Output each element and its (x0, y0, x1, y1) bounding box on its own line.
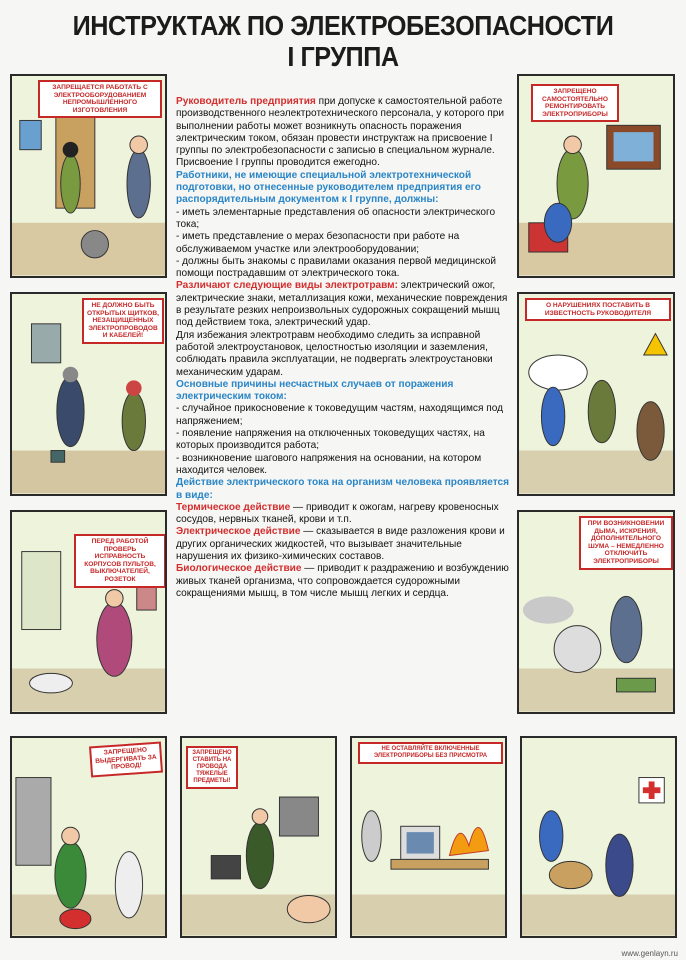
warning-sign: ПЕРЕД РАБОТОЙ ПРОВЕРЬ ИСПРАВНОСТЬ КОРПУСОВ ПУЛЬТОВ, ВЫКЛЮЧАТЕЛЕЙ, РОЗЕТОК (74, 534, 166, 588)
supervisor-body: при допуске к самостоятельной работе производственного неэлектротехнического персонала, у которого при выполнении работы может возникнуть опасность поражения электрическим током, обязан провести инструктаж на присвоение I группы по электробезопасности с записью в специальном журнале. Присвоение I группы проводится ежегодно. (176, 96, 505, 169)
poster-title (34, 10, 651, 72)
illustration-self-repair (517, 74, 675, 278)
effect-electrical (176, 526, 512, 563)
warning-sign: НЕ ОСТАВЛЯЙТЕ ВКЛЮЧЕННЫЕ ЭЛЕКТРОПРИБОРЫ БЕЗ ПРИСМОТРА (358, 742, 503, 764)
effect-electrical-body: — сказывается в виде разложения крови и других органических жидкостей, что вызывает значительные нарушения их физико-химических составов. (176, 526, 505, 562)
causes-item-2: - появление напряжения на отключенных токоведущих частях, на которых производится работа; (176, 428, 485, 452)
illustration-first-aid (520, 736, 677, 938)
warning-sign: ЗАПРЕЩАЕТСЯ РАБОТАТЬ С ЭЛЕКТРООБОРУДОВАНИЕМ НЕПРОМЫШЛЕННОГО ИЗГОТОВЛЕНИЯ (38, 80, 162, 118)
effect-electrical-label: Электрическое действие (176, 526, 301, 538)
causes-item-3: - возникновение шагового напряжения на основании, на котором находится человек. (176, 452, 482, 476)
causes-heading: Основные причины несчастных случаев от поражения электрическим током: (176, 378, 454, 403)
effect-biological-body: — приводит к раздражению и возбуждению живых тканей организма, что сопровождается судорожными сокращениями мышц, в том числе мышц легких и сердца. (176, 563, 509, 599)
effect-biological (176, 563, 512, 600)
injury-types-heading: Различают следующие виды электротравм: (176, 280, 398, 292)
title-line-1: ИНСТРУКТАЖ ПО ЭЛЕКТРОБЕЗОПАСНОСТИ (72, 10, 614, 41)
warning-sign: ЗАПРЕЩЕНО СТАВИТЬ НА ПРОВОДА ТЯЖЕЛЫЕ ПРЕДМЕТЫ! (186, 746, 238, 789)
injury-types-body: электрический ожог, электрические знаки, металлизация кожи, механические повреждения в результате резких непроизвольных судорожных сокращений мышц под действием тока, электрический удар. (176, 280, 508, 329)
illustration-heavy-objects (180, 736, 337, 938)
instruction-text (176, 96, 512, 600)
title-line-2: I ГРУППА (287, 41, 399, 72)
footer-url: www.genlayn.ru (621, 949, 678, 958)
illustration-smoke-sparks (517, 510, 675, 714)
scene-report-illustration (519, 294, 673, 494)
illustration-check-equipment (10, 510, 167, 714)
effect-thermal-label: Термическое действие (176, 501, 291, 513)
illustration-homemade-equipment (10, 74, 167, 278)
illustration-pull-cord (10, 736, 167, 938)
scene-unattended-illustration (352, 738, 505, 936)
effect-thermal-body: — приводит к ожогам, нагреву кровеносных сосудов, нервных тканей, крови и т.п. (176, 501, 499, 526)
supervisor-heading: Руководитель предприятия (176, 96, 316, 107)
paragraph-supervisor (176, 96, 512, 170)
warning-sign: О НАРУШЕНИЯХ ПОСТАВИТЬ В ИЗВЕСТНОСТЬ РУКОВОДИТЕЛЯ (525, 298, 671, 321)
workers-heading: Работники, не имеющие специальной электротехнической подготовки, но отнесенные руководителем предприятия его распорядительным документом к I группе, должны: (176, 169, 481, 206)
warning-sign: ПРИ ВОЗНИКНОВЕНИИ ДЫМА, ИСКРЕНИЯ, ДОПОЛНИТЕЛЬНОГО ШУМА – НЕМЕДЛЕННО ОТКЛЮЧИТЬ ЭЛЕКТРОПРИБОРЫ (579, 516, 673, 570)
warning-sign: НЕ ДОЛЖНО БЫТЬ ОТКРЫТЫХ ЩИТКОВ, НЕЗАЩИЩЕННЫХ ЭЛЕКТРОПРОВОДОВ И КАБЕЛЕЙ! (82, 298, 164, 344)
illustration-unattended-devices (350, 736, 507, 938)
causes-item-1: - случайное прикосновение к токоведущим частям, находящимся под напряжением; (176, 403, 503, 427)
warning-sign: ЗАПРЕЩЕНО САМОСТОЯТЕЛЬНО РЕМОНТИРОВАТЬ ЭЛЕКТРОПРИБОРЫ (531, 84, 619, 122)
workers-item-2: - иметь представление о мерах безопасности при работе на обслуживаемом участке или электрооборудовании; (176, 231, 460, 255)
workers-item-3: - должны быть знакомы с правилами оказания первой медицинской помощи пострадавшим от электрического тока. (176, 255, 496, 280)
current-effects-heading: Действие электрического тока на организм человека проявляется в виде: (176, 477, 510, 501)
injury-prevention: Для избежания электротравм необходимо следить за исправной работой электроустановок, целостностью изоляции и заземления, соблюдать правила эксплуатации, не подвергать электроустановки механическим ударам. (176, 329, 493, 378)
workers-item-1: - иметь элементарные представления об опасности электрического тока; (176, 206, 496, 230)
illustration-report-violations (517, 292, 675, 496)
effect-thermal (176, 502, 512, 527)
warning-sign: ЗАПРЕЩЕНО ВЫДЕРГИВАТЬ ЗА ПРОВОД! (89, 742, 163, 778)
illustration-open-panels (10, 292, 167, 496)
effect-biological-label: Биологическое действие (176, 563, 302, 575)
paragraph-injury-types (176, 280, 512, 329)
scene-first-aid-illustration (522, 738, 675, 936)
